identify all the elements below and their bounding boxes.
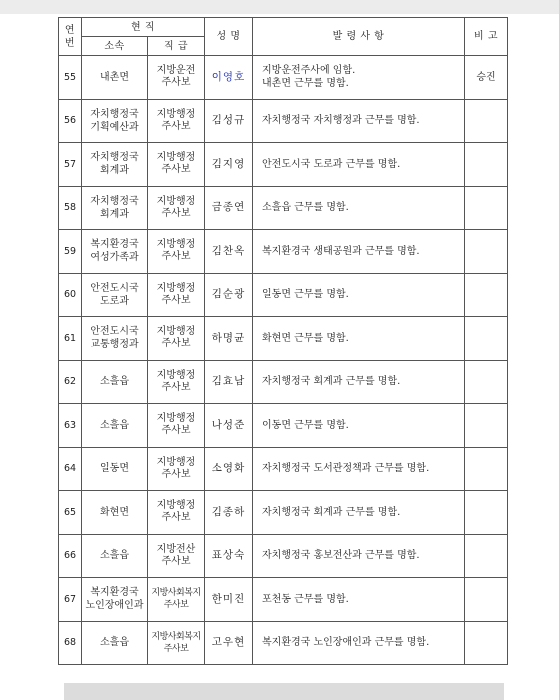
row-dept: 복지환경국 노인장애인과 [82,578,148,622]
row-order: 일동면 근무를 명함. [253,273,465,317]
row-order: 포천동 근무를 명함. [253,578,465,622]
table-row [59,230,508,274]
row-rank: 지방사회복지 주사보 [148,578,205,622]
row-order: 복지환경국 노인장애인과 근무를 명함. [253,621,465,665]
table-body [59,56,508,665]
row-note [465,534,508,578]
row-no: 67 [59,578,82,622]
row-rank: 지방전산 주사보 [148,534,205,578]
row-name: 김순광 [205,273,253,317]
row-no: 62 [59,360,82,404]
table-row [59,578,508,622]
row-order: 이동면 근무를 명함. [253,404,465,448]
row-note [465,360,508,404]
row-note [465,404,508,448]
row-order: 자치행정국 회계과 근무를 명함. [253,360,465,404]
header-note: 비 고 [465,18,508,56]
row-name: 표상숙 [205,534,253,578]
row-dept: 안전도시국 도로과 [82,273,148,317]
row-rank: 지방행정 주사보 [148,404,205,448]
row-name: 소영화 [205,447,253,491]
header-name: 성 명 [205,18,253,56]
row-dept: 자치행정국 회계과 [82,186,148,230]
row-name: 김찬옥 [205,230,253,274]
row-rank: 지방사회복지 주사보 [148,621,205,665]
row-dept: 화현면 [82,491,148,535]
header-current-position: 현 직 [82,18,205,37]
row-dept: 소흘읍 [82,360,148,404]
row-dept: 자치행정국 기획예산과 [82,99,148,143]
row-order: 자치행정국 자치행정과 근무를 명함. [253,99,465,143]
row-order: 자치행정국 도서관정책과 근무를 명함. [253,447,465,491]
row-no: 64 [59,447,82,491]
row-dept: 소흘읍 [82,534,148,578]
table-row [59,99,508,143]
table-row [59,447,508,491]
row-note [465,447,508,491]
table-row [59,621,508,665]
row-note [465,578,508,622]
row-name: 나성준 [205,404,253,448]
row-dept: 복지환경국 여성가족과 [82,230,148,274]
header-rank: 직 급 [148,37,205,56]
row-note [465,491,508,535]
row-rank: 지방행정 주사보 [148,491,205,535]
row-no: 57 [59,143,82,187]
row-no: 66 [59,534,82,578]
row-note [465,186,508,230]
row-note [465,143,508,187]
row-name: 금종연 [205,186,253,230]
table-header [59,18,508,56]
row-rank: 지방행정 주사보 [148,99,205,143]
row-rank: 지방행정 주사보 [148,360,205,404]
row-name: 김효남 [205,360,253,404]
row-name: 고우현 [205,621,253,665]
table-row [59,186,508,230]
row-no: 58 [59,186,82,230]
row-note [465,99,508,143]
row-order: 지방운전주사에 임함. 내촌면 근무를 명함. [253,56,465,100]
row-dept: 내촌면 [82,56,148,100]
header-no: 연 번 [59,18,82,56]
row-order: 안전도시국 도로과 근무를 명함. [253,143,465,187]
row-dept: 소흘읍 [82,404,148,448]
row-no: 56 [59,99,82,143]
row-no: 55 [59,56,82,100]
table-row [59,534,508,578]
row-dept: 자치행정국 회계과 [82,143,148,187]
row-dept: 안전도시국 교통행정과 [82,317,148,361]
row-order: 자치행정국 회계과 근무를 명함. [253,491,465,535]
row-dept: 일동면 [82,447,148,491]
row-no: 60 [59,273,82,317]
table-row [59,360,508,404]
row-note [465,273,508,317]
row-note [465,230,508,274]
row-note: 승진 [465,56,508,100]
row-rank: 지방행정 주사보 [148,186,205,230]
row-name: 한미진 [205,578,253,622]
row-name: 김성규 [205,99,253,143]
table-row [59,143,508,187]
row-rank: 지방행정 주사보 [148,230,205,274]
row-no: 68 [59,621,82,665]
row-name: 김지영 [205,143,253,187]
row-no: 61 [59,317,82,361]
row-rank: 지방행정 주사보 [148,273,205,317]
table-row [59,56,508,100]
top-bar [0,0,559,14]
table-row [59,404,508,448]
row-note [465,621,508,665]
row-no: 65 [59,491,82,535]
row-no: 59 [59,230,82,274]
row-order: 복지환경국 생태공원과 근무를 명함. [253,230,465,274]
row-rank: 지방행정 주사보 [148,317,205,361]
row-rank: 지방행정 주사보 [148,447,205,491]
header-dept: 소속 [82,37,148,56]
row-rank: 지방행정 주사보 [148,143,205,187]
table-row [59,273,508,317]
personnel-order-table [58,17,508,665]
row-rank: 지방운전 주사보 [148,56,205,100]
row-no: 63 [59,404,82,448]
row-dept: 소흘읍 [82,621,148,665]
row-order: 화현면 근무를 명함. [253,317,465,361]
row-note [465,317,508,361]
header-order: 발 령 사 항 [253,18,465,56]
table-row [59,491,508,535]
row-order: 소흘읍 근무를 명함. [253,186,465,230]
bottom-bar [64,683,504,700]
row-name: 김종하 [205,491,253,535]
table-row [59,317,508,361]
row-name: 하명균 [205,317,253,361]
row-name: 이영호 [205,56,253,100]
row-order: 자치행정국 홍보전산과 근무를 명함. [253,534,465,578]
